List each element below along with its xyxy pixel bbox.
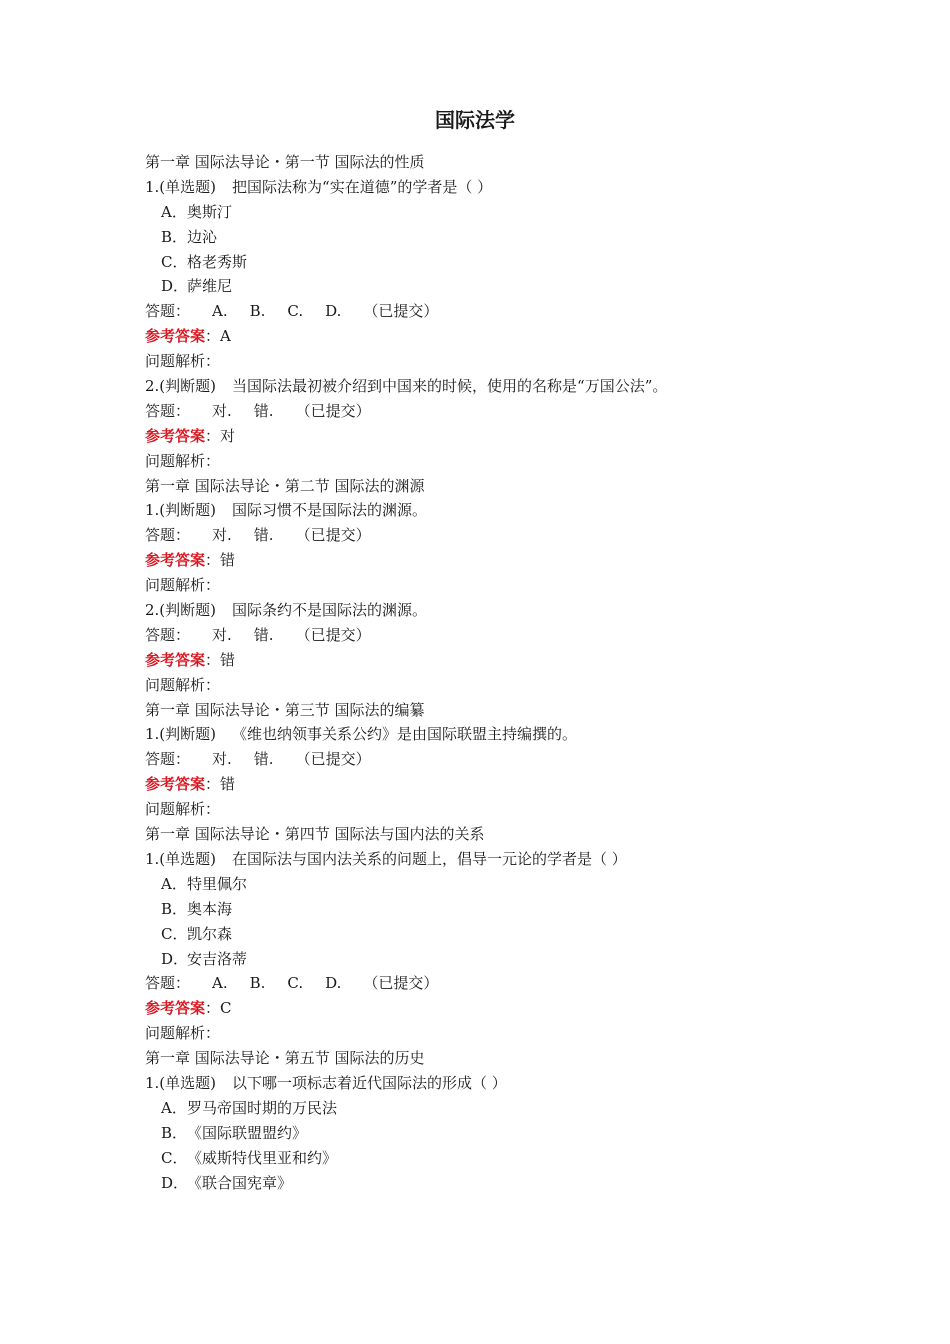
option-item [145, 947, 845, 972]
option-item [145, 1171, 845, 1196]
option-letter: B． [161, 899, 188, 918]
reference-answer [145, 324, 845, 349]
option-item [145, 225, 845, 250]
reference-answer-value: ：错 [205, 650, 236, 669]
option-letter: A． [161, 1098, 187, 1117]
reference-answer [145, 548, 845, 573]
submitted-status: （已提交） [295, 401, 371, 420]
question-line [145, 1071, 845, 1096]
answer-label: 答题： [145, 750, 191, 769]
answer-label: 答题： [145, 401, 191, 420]
document-body [145, 150, 845, 1195]
reference-answer-value: ：错 [205, 551, 236, 570]
section-heading: 第一章 国际法导论・第一节 国际法的性质 [145, 153, 425, 171]
question-number: 1.(单选题) [145, 177, 217, 196]
answer-line [145, 523, 845, 548]
question-line [145, 722, 845, 747]
submitted-status: （已提交） [295, 750, 371, 769]
option-text: 萨维尼 [187, 277, 233, 296]
reference-answer [145, 772, 845, 797]
analysis-label: 问题解析： [145, 800, 221, 819]
option-text: 特里佩尔 [187, 874, 248, 893]
answer-label: 答题： [145, 974, 191, 993]
reference-answer-value: ：C [205, 999, 232, 1018]
option-item [145, 1121, 845, 1146]
answer-option[interactable]: 错. [253, 625, 274, 644]
question-text: 以下哪一项标志着近代国际法的形成（ ） [232, 1073, 507, 1092]
option-letter: C． [161, 924, 188, 943]
analysis-label: 问题解析： [145, 576, 221, 595]
reference-answer [145, 996, 845, 1021]
option-text: 奥斯汀 [187, 202, 233, 221]
question-number: 1.(单选题) [145, 849, 217, 868]
answer-option[interactable]: A. [212, 974, 228, 993]
answer-line [145, 623, 845, 648]
section-heading: 第一章 国际法导论・第五节 国际法的历史 [145, 1049, 425, 1068]
question-number: 2.(判断题) [145, 601, 217, 620]
option-text: 《国际联盟盟约》 [187, 1123, 308, 1142]
reference-answer-label: 参考答案 [145, 426, 206, 445]
answer-label: 答题： [145, 302, 191, 321]
option-item [145, 872, 845, 897]
option-text: 格老秀斯 [187, 252, 248, 271]
option-letter: A． [161, 202, 187, 221]
option-letter: D． [161, 949, 189, 968]
answer-option[interactable]: B. [249, 302, 266, 321]
answer-option[interactable]: 错. [253, 526, 274, 545]
option-text: 罗马帝国时期的万民法 [187, 1098, 338, 1117]
reference-answer-value: ：A [205, 327, 231, 346]
answer-option[interactable]: D. [325, 302, 342, 321]
option-letter: C． [161, 252, 188, 271]
reference-answer [145, 424, 845, 449]
answer-option[interactable]: D. [325, 974, 342, 993]
question-line [145, 374, 845, 399]
option-item [145, 1096, 845, 1121]
answer-line [145, 747, 845, 772]
option-text: 边沁 [187, 227, 218, 246]
analysis-label: 问题解析： [145, 451, 221, 470]
reference-answer-value: ：对 [205, 426, 236, 445]
option-item [145, 922, 845, 947]
question-number: 2.(判断题) [145, 377, 217, 396]
answer-option[interactable]: 错. [253, 750, 274, 769]
option-item [145, 897, 845, 922]
answer-line [145, 399, 845, 424]
answer-option[interactable]: 对. [212, 401, 232, 420]
option-text: 《威斯特伐里亚和约》 [187, 1148, 338, 1167]
question-line [145, 498, 845, 523]
option-item [145, 200, 845, 225]
option-text: 《联合国宪章》 [187, 1173, 293, 1192]
answer-option[interactable]: C. [287, 974, 304, 993]
answer-option[interactable]: 对. [212, 750, 232, 769]
answer-option[interactable]: 对. [212, 625, 232, 644]
answer-line [145, 971, 845, 996]
analysis-label: 问题解析： [145, 352, 221, 371]
answer-line [145, 299, 845, 324]
question-text: 《维也纳领事关系公约》是由国际联盟主持编撰的。 [232, 725, 578, 744]
option-letter: D． [161, 277, 189, 296]
answer-label: 答题： [145, 625, 191, 644]
reference-answer-value: ：错 [205, 775, 236, 794]
answer-option[interactable]: A. [212, 302, 228, 321]
option-item [145, 274, 845, 299]
reference-answer-label: 参考答案 [145, 551, 206, 570]
option-text: 凯尔森 [187, 924, 233, 943]
option-item [145, 1146, 845, 1171]
answer-option[interactable]: 对. [212, 526, 232, 545]
question-text: 把国际法称为“实在道德”的学者是（ ） [232, 177, 493, 196]
question-text: 国际条约不是国际法的渊源。 [232, 601, 428, 620]
option-letter: B． [161, 227, 188, 246]
reference-answer-label: 参考答案 [145, 775, 206, 794]
option-letter: C． [161, 1148, 188, 1167]
section-heading: 第一章 国际法导论・第二节 国际法的渊源 [145, 476, 425, 495]
answer-option[interactable]: B. [249, 974, 266, 993]
submitted-status: （已提交） [363, 302, 439, 321]
question-number: 1.(判断题) [145, 501, 217, 520]
option-text: 安吉洛蒂 [187, 949, 248, 968]
question-text: 国际习惯不是国际法的渊源。 [232, 501, 428, 520]
document-title: 国际法学 [435, 108, 515, 132]
reference-answer-label: 参考答案 [145, 327, 206, 346]
analysis-label: 问题解析： [145, 1024, 221, 1043]
answer-option[interactable]: C. [287, 302, 304, 321]
question-number: 1.(判断题) [145, 725, 217, 744]
submitted-status: （已提交） [295, 625, 371, 644]
section-heading: 第一章 国际法导论・第三节 国际法的编纂 [145, 700, 425, 719]
section-heading: 第一章 国际法导论・第四节 国际法与国内法的关系 [145, 825, 485, 844]
submitted-status: （已提交） [363, 974, 439, 993]
option-text: 奥本海 [187, 899, 233, 918]
reference-answer-label: 参考答案 [145, 650, 206, 669]
answer-option[interactable]: 错. [253, 401, 274, 420]
reference-answer [145, 648, 845, 673]
reference-answer-label: 参考答案 [145, 999, 206, 1018]
option-letter: D． [161, 1173, 189, 1192]
answer-label: 答题： [145, 526, 191, 545]
option-letter: B． [161, 1123, 188, 1142]
option-item [145, 250, 845, 275]
question-number: 1.(单选题) [145, 1073, 217, 1092]
question-line [145, 175, 845, 200]
option-letter: A． [161, 874, 187, 893]
question-text: 在国际法与国内法关系的问题上，倡导一元论的学者是（ ） [232, 849, 627, 868]
submitted-status: （已提交） [295, 526, 371, 545]
question-line [145, 847, 845, 872]
question-line [145, 598, 845, 623]
question-text: 当国际法最初被介绍到中国来的时候，使用的名称是“万国公法”。 [232, 377, 668, 396]
analysis-label: 问题解析： [145, 675, 221, 694]
